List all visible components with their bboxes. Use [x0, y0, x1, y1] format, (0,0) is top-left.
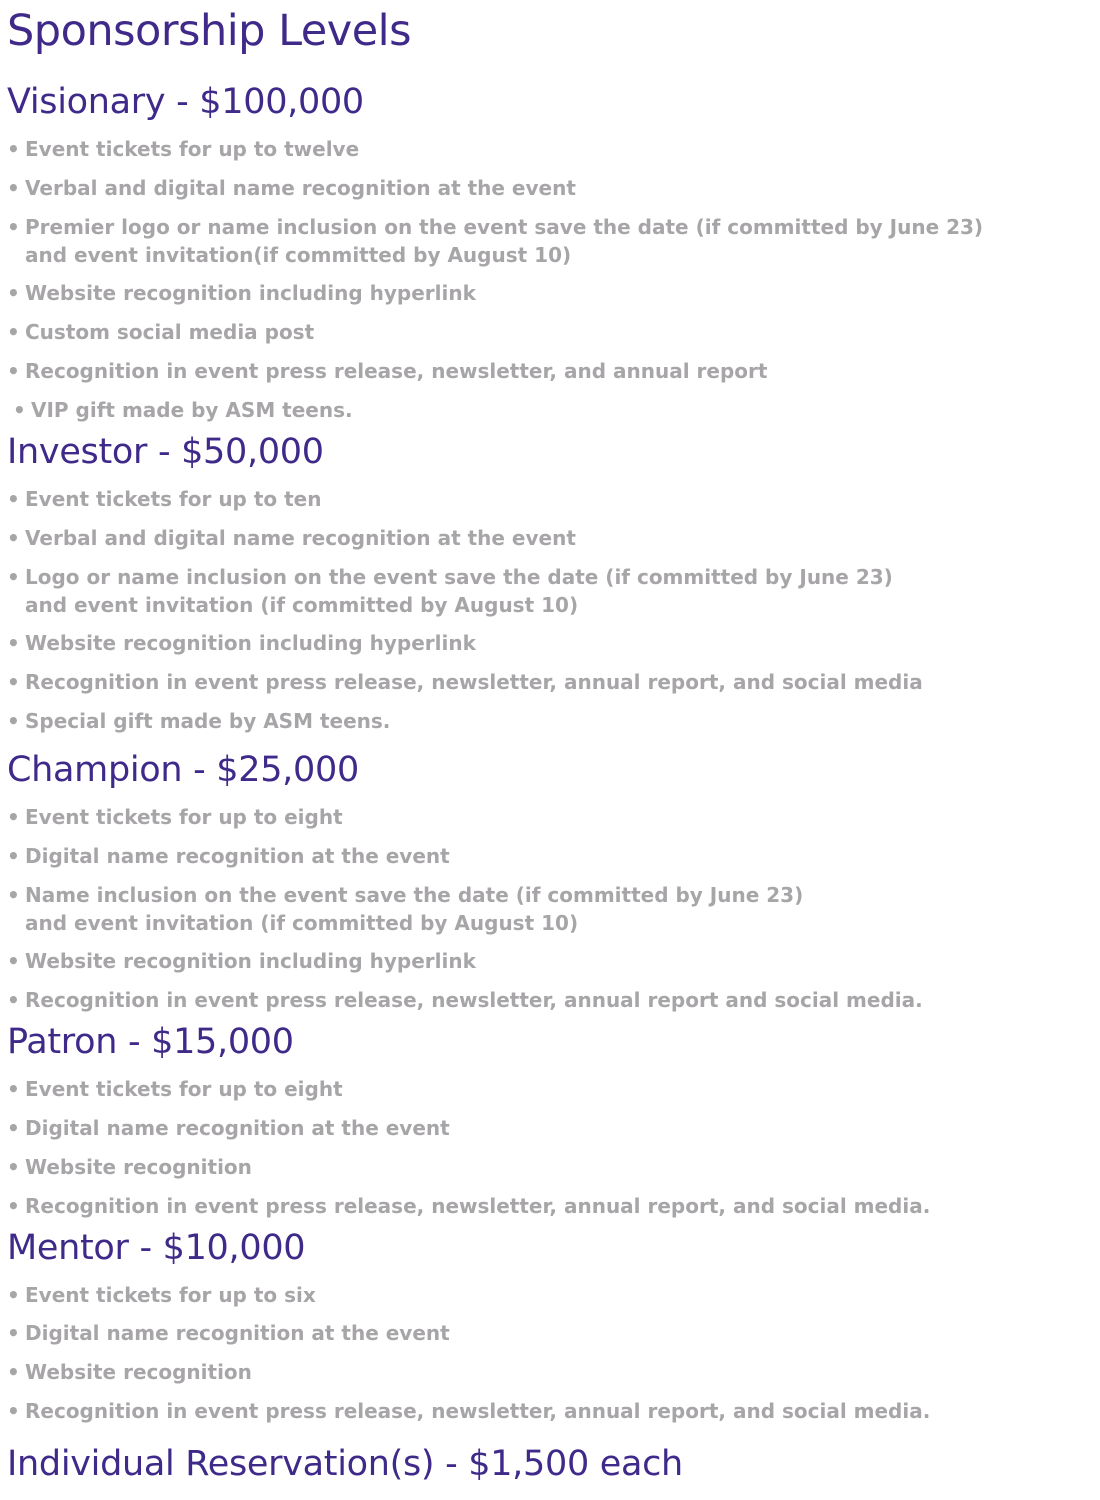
bullet-icon: •: [7, 359, 20, 383]
benefit-item: • Logo or name inclusion on the event save the date (if committed by June 23) and event invitation (if committed by August 10): [7, 565, 893, 617]
level-heading-champion: Champion - $25,000: [7, 750, 359, 790]
level-heading-investor: Investor - $50,000: [7, 432, 324, 472]
bullet-icon: •: [7, 670, 20, 694]
bullet-icon: •: [7, 1194, 20, 1218]
level-heading-patron: Patron - $15,000: [7, 1022, 294, 1062]
bullet-icon: •: [7, 844, 20, 868]
bullet-icon: •: [7, 988, 20, 1012]
bullet-icon: •: [7, 1155, 20, 1179]
level-heading-visionary: Visionary - $100,000: [7, 82, 364, 122]
bullet-icon: •: [7, 1283, 20, 1307]
benefit-item: • Digital name recognition at the event: [7, 1321, 450, 1345]
benefit-item: • Website recognition including hyperlink: [7, 631, 476, 655]
bullet-icon: •: [7, 215, 20, 239]
bullet-icon: •: [7, 805, 20, 829]
benefit-item: • Event tickets for up to six: [7, 1283, 316, 1307]
benefit-item: • Recognition in event press release, newsletter, annual report and social media.: [7, 988, 923, 1012]
benefit-item: • Recognition in event press release, newsletter, annual report, and social media.: [7, 1194, 931, 1218]
level-heading-mentor: Mentor - $10,000: [7, 1228, 306, 1268]
benefit-item: • Recognition in event press release, newsletter, annual report, and social media.: [7, 1399, 931, 1423]
benefit-item: • Recognition in event press release, newsletter, and annual report: [7, 359, 768, 383]
benefit-item: • Premier logo or name inclusion on the event save the date (if committed by June 23) and event invitation(if committed by August 10): [7, 215, 984, 267]
bullet-icon: •: [7, 1077, 20, 1101]
benefit-item: • Event tickets for up to eight: [7, 1077, 343, 1101]
benefit-item: • Event tickets for up to eight: [7, 805, 343, 829]
bullet-icon: •: [7, 487, 20, 511]
benefit-item: • Digital name recognition at the event: [7, 1116, 450, 1140]
benefit-item: • Website recognition including hyperlink: [7, 949, 476, 973]
bullet-icon: •: [7, 137, 20, 161]
bullet-icon: •: [7, 176, 20, 200]
bullet-icon: •: [7, 320, 20, 344]
benefit-item: • VIP gift made by ASM teens.: [13, 398, 353, 422]
bullet-icon: •: [7, 883, 20, 907]
bullet-icon: •: [7, 281, 20, 305]
benefit-item: • Verbal and digital name recognition at the event: [7, 526, 576, 550]
benefit-item: • Special gift made by ASM teens.: [7, 709, 391, 733]
benefit-item: • Event tickets for up to twelve: [7, 137, 360, 161]
bullet-icon: •: [7, 1321, 20, 1345]
benefit-item: • Event tickets for up to ten: [7, 487, 322, 511]
level-heading-individual-reservation: Individual Reservation(s) - $1,500 each: [7, 1444, 683, 1484]
benefit-item: • Website recognition: [7, 1360, 252, 1384]
page-title: Sponsorship Levels: [7, 6, 412, 56]
bullet-icon: •: [7, 1399, 20, 1423]
benefit-item: • Website recognition: [7, 1155, 252, 1179]
bullet-icon: •: [7, 709, 20, 733]
benefit-item: • Digital name recognition at the event: [7, 844, 450, 868]
bullet-icon: •: [7, 526, 20, 550]
bullet-icon: •: [7, 1116, 20, 1140]
benefit-item: • Website recognition including hyperlink: [7, 281, 476, 305]
benefit-item: • Custom social media post: [7, 320, 315, 344]
benefit-item: • Name inclusion on the event save the date (if committed by June 23) and event invitation (if committed by August 10): [7, 883, 804, 935]
bullet-icon: •: [7, 949, 20, 973]
benefit-item: • Recognition in event press release, newsletter, annual report, and social media: [7, 670, 923, 694]
bullet-icon: •: [13, 398, 26, 422]
bullet-icon: •: [7, 565, 20, 589]
bullet-icon: •: [7, 1360, 20, 1384]
benefit-item: • Verbal and digital name recognition at the event: [7, 176, 576, 200]
bullet-icon: •: [7, 631, 20, 655]
